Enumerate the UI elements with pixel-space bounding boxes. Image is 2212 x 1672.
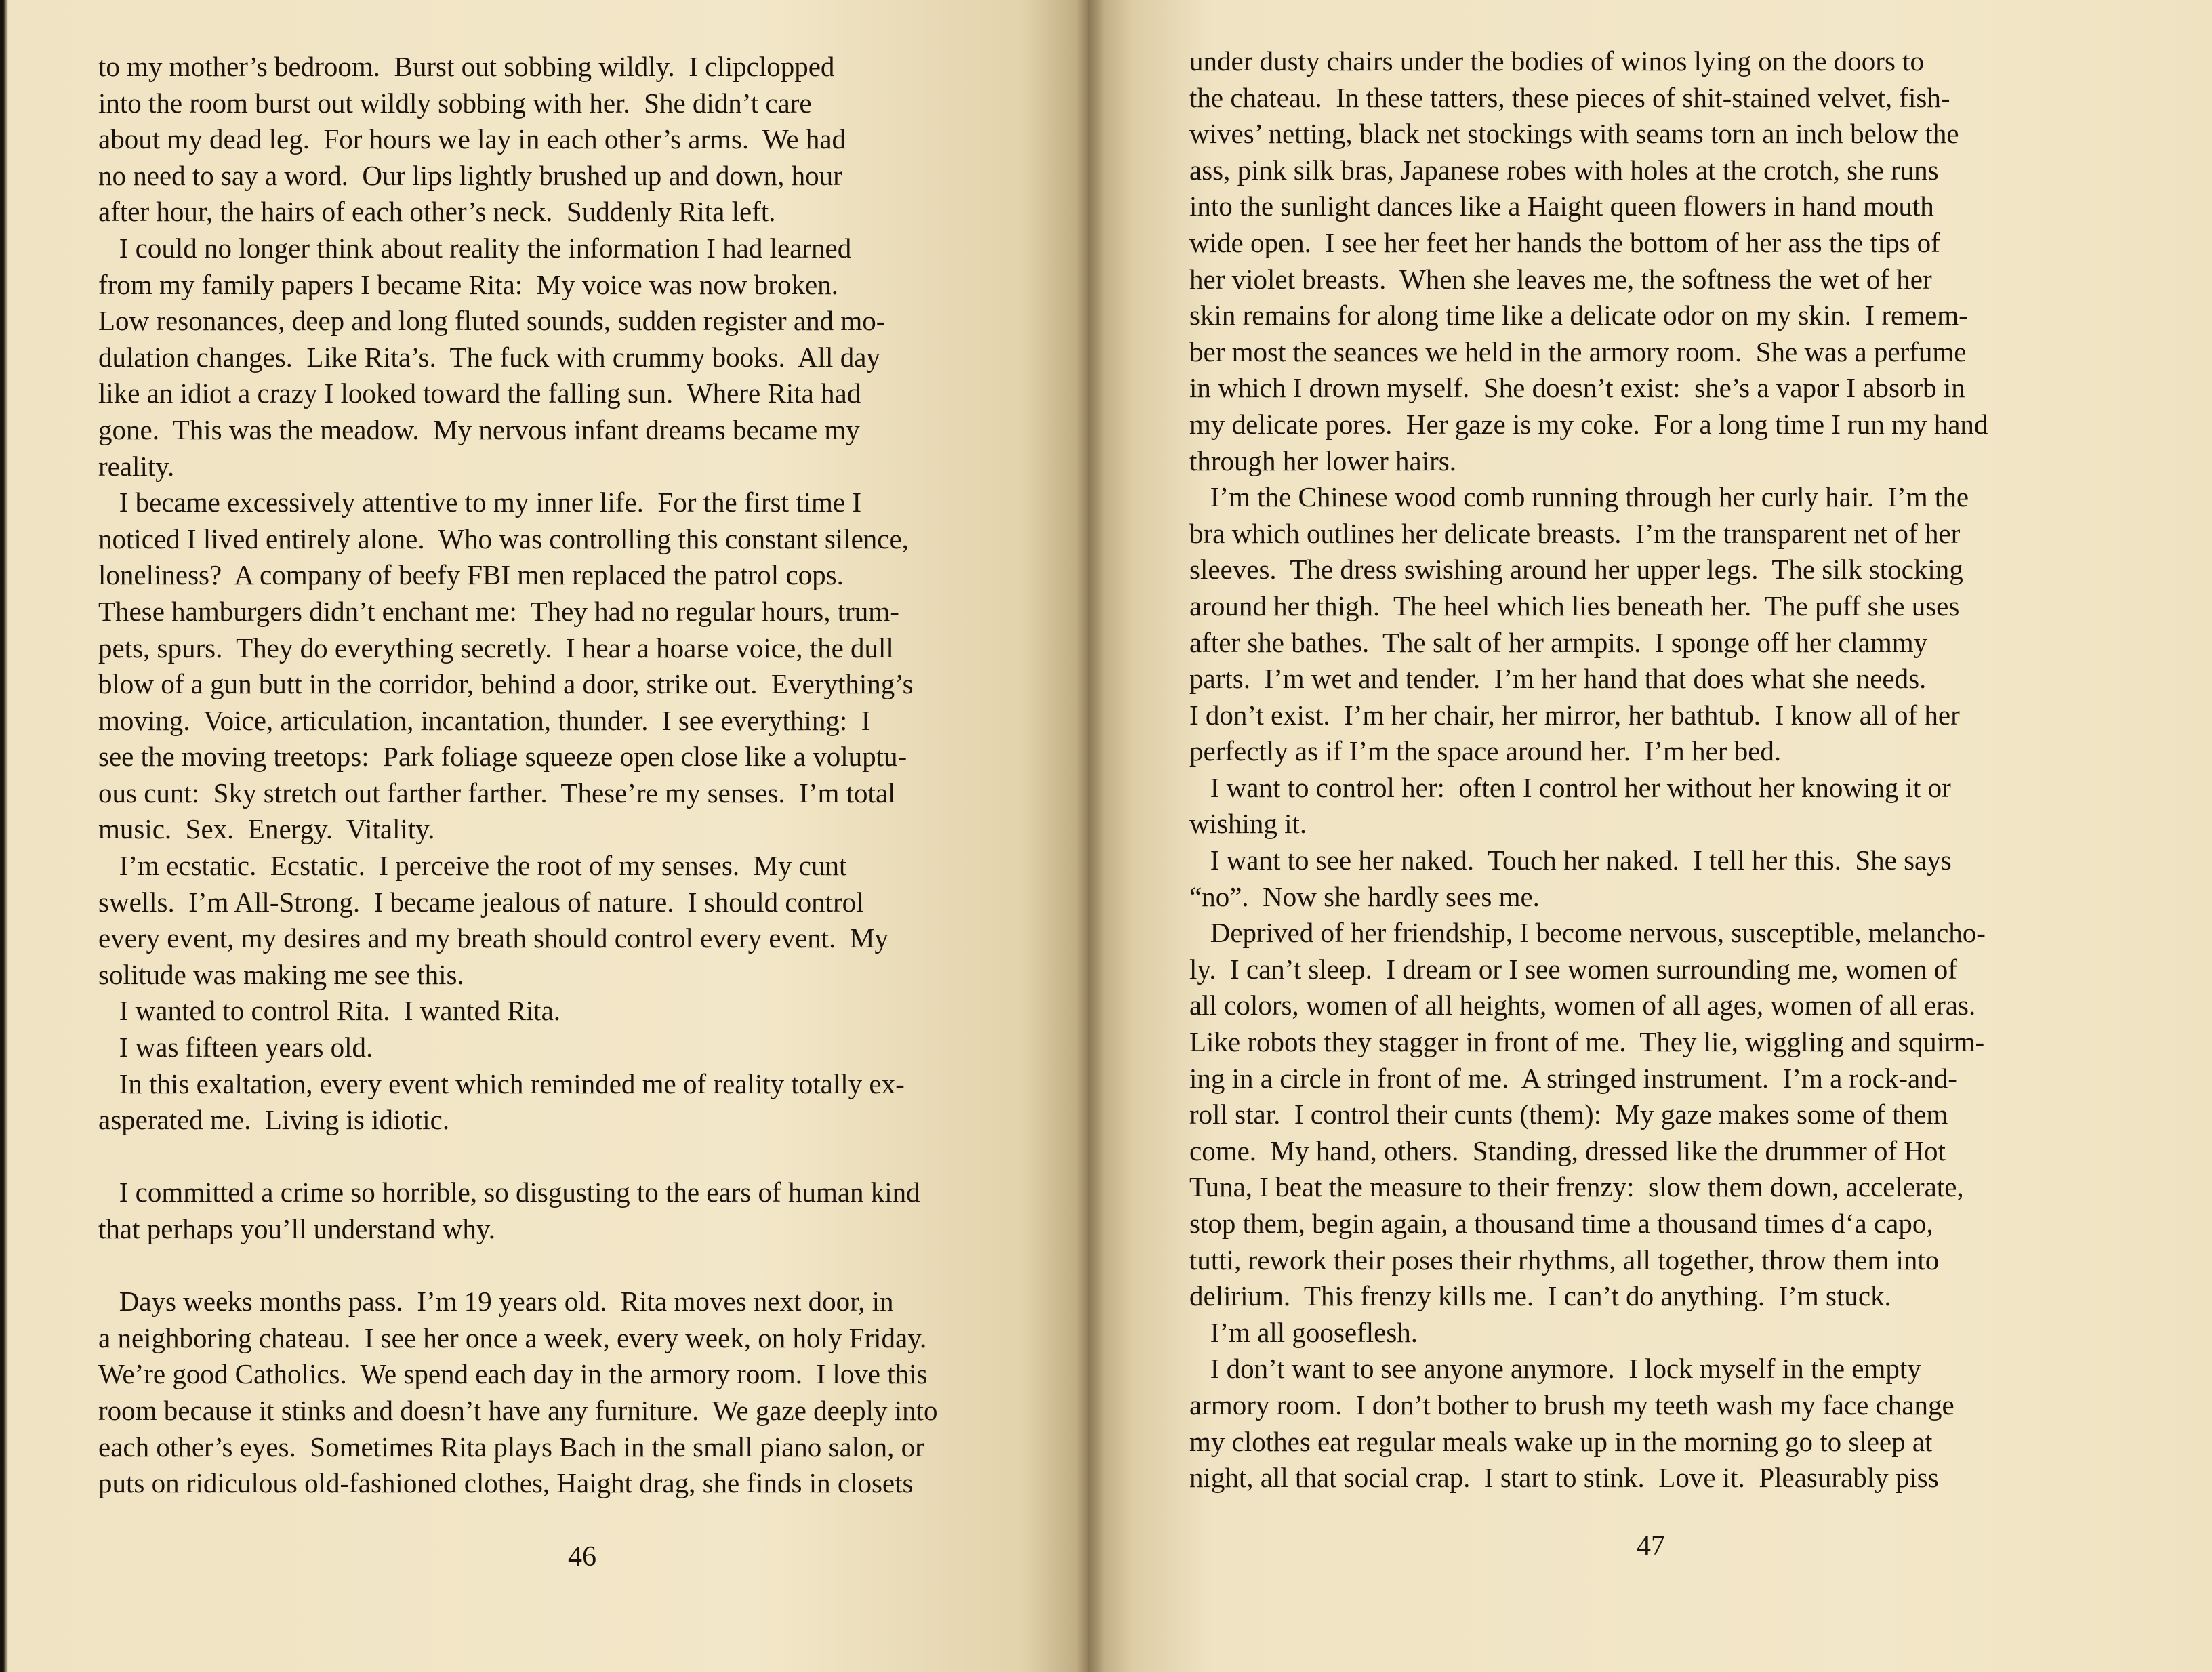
text-line: about my dead leg. For hours we lay in each other’s arms. We had bbox=[98, 123, 846, 155]
text-line: stop them, begin again, a thousand time a thousand times d‘a capo, bbox=[1189, 1208, 1933, 1239]
left-page bbox=[0, 0, 1088, 1672]
text-line: bra which outlines her delicate breasts. I’m the transparent net of her bbox=[1189, 517, 1961, 549]
text-line: come. My hand, others. Standing, dressed like the drummer of Hot bbox=[1189, 1135, 1946, 1166]
text-line: every event, my desires and my breath should control every event. My bbox=[98, 922, 888, 954]
text-line: asperated me. Living is idiotic. bbox=[98, 1104, 450, 1136]
text-line: her violet breasts. When she leaves me, the softness the wet of her bbox=[1189, 263, 1932, 295]
text-line: ly. I can’t sleep. I dream or I see women surrounding me, women of bbox=[1189, 953, 1957, 985]
text-line: I committed a crime so horrible, so disgusting to the ears of human kind bbox=[98, 1177, 920, 1208]
text-line: parts. I’m wet and tender. I’m her hand that does what she needs. bbox=[1189, 663, 1927, 695]
text-line: skin remains for along time like a delicate odor on my skin. I remem- bbox=[1189, 300, 1968, 331]
right-page bbox=[1088, 0, 2212, 1672]
text-line: I want to see her naked. Touch her naked. I tell her this. She says bbox=[1189, 844, 1952, 876]
text-line: ing in a circle in front of me. A stringed instrument. I’m a rock-and- bbox=[1189, 1062, 1957, 1094]
text-line: under dusty chairs under the bodies of winos lying on the doors to bbox=[1189, 45, 1925, 77]
text-line: sleeves. The dress swishing around her upper legs. The silk stocking bbox=[1189, 554, 1963, 586]
text-line: Tuna, I beat the measure to their frenzy: slow them down, accelerate, bbox=[1189, 1171, 1964, 1203]
text-line: dulation changes. Like Rita’s. The fuck with crummy books. All day bbox=[98, 341, 880, 373]
text-line: perfectly as if I’m the space around her. I’m her bed. bbox=[1189, 735, 1782, 767]
text-line: I’m the Chinese wood comb running through her curly hair. I’m the bbox=[1189, 481, 1969, 513]
text-line: These hamburgers didn’t enchant me: They had no regular hours, trum- bbox=[98, 595, 899, 627]
text-line: I want to control her: often I control her without her knowing it or bbox=[1189, 771, 1951, 803]
text-line: I’m ecstatic. Ecstatic. I perceive the root of my senses. My cunt bbox=[98, 850, 847, 882]
text-line: In this exaltation, every event which reminded me of reality totally ex- bbox=[98, 1067, 905, 1099]
text-line: noticed I lived entirely alone. Who was controlling this constant silence, bbox=[98, 523, 909, 554]
text-line: see the moving treetops: Park foliage squeeze open close like a voluptu- bbox=[98, 741, 907, 773]
text-line: Like robots they stagger in front of me. They lie, wiggling and squirm- bbox=[1189, 1026, 1985, 1058]
text-line: puts on ridiculous old-fashioned clothes, Haight drag, she finds in closets bbox=[98, 1467, 914, 1499]
text-line: ass, pink silk bras, Japanese robes with holes at the crotch, she runs bbox=[1189, 154, 1939, 186]
text-line: solitude was making me see this. bbox=[98, 958, 464, 990]
text-line: Deprived of her friendship, I become nervous, susceptible, melancho- bbox=[1189, 917, 1986, 949]
text-line: through her lower hairs. bbox=[1189, 445, 1456, 476]
left-page-number: 46 bbox=[568, 1541, 596, 1572]
text-line: roll star. I control their cunts (them): My gaze makes some of them bbox=[1189, 1099, 1948, 1130]
text-line: music. Sex. Energy. Vitality. bbox=[98, 813, 435, 845]
text-line: my delicate pores. Her gaze is my coke. For a long time I run my hand bbox=[1189, 408, 1988, 440]
text-line: reality. bbox=[98, 450, 175, 482]
text-line: I don’t want to see anyone anymore. I lock myself in the empty bbox=[1189, 1353, 1921, 1385]
text-line: gone. This was the meadow. My nervous infant dreams became my bbox=[98, 413, 860, 445]
text-line: around her thigh. The heel which lies beneath her. The puff she uses bbox=[1189, 590, 1960, 621]
right-page-number: 47 bbox=[1637, 1530, 1665, 1562]
text-line: wide open. I see her feet her hands the bottom of her ass the tips of bbox=[1189, 226, 1940, 258]
text-line: I could no longer think about reality the information I had learned bbox=[98, 232, 852, 264]
text-line: Days weeks months pass. I’m 19 years old. Rita moves next door, in bbox=[98, 1286, 894, 1318]
text-line bbox=[98, 1248, 938, 1284]
text-line: We’re good Catholics. We spend each day in the armory room. I love this bbox=[98, 1358, 928, 1390]
text-line: all colors, women of all heights, women of all ages, women of all eras. bbox=[1189, 990, 1976, 1021]
text-line: loneliness? A company of beefy FBI men replaced the patrol cops. bbox=[98, 559, 844, 591]
text-line: delirium. This frenzy kills me. I can’t do anything. I’m stuck. bbox=[1189, 1280, 1891, 1312]
text-line bbox=[98, 1139, 938, 1175]
book-gutter bbox=[1076, 0, 1105, 1672]
text-line: armory room. I don’t bother to brush my teeth wash my face change bbox=[1189, 1389, 1954, 1421]
text-line: I became excessively attentive to my inner life. For the first time I bbox=[98, 487, 861, 518]
text-line: into the room burst out wildly sobbing with her. She didn’t care bbox=[98, 87, 812, 119]
text-line: blow of a gun butt in the corridor, behind a door, strike out. Everything’s bbox=[98, 668, 914, 700]
text-line: in which I drown myself. She doesn’t exist: she’s a vapor I absorb in bbox=[1189, 372, 1965, 404]
text-line: night, all that social crap. I start to stink. Love it. Pleasurably piss bbox=[1189, 1462, 1939, 1494]
text-line: a neighboring chateau. I see her once a week, every week, on holy Friday. bbox=[98, 1322, 927, 1353]
text-line: wives’ netting, black net stockings with seams torn an inch below the bbox=[1189, 118, 1959, 150]
text-line: ber most the seances we held in the armory room. She was a perfume bbox=[1189, 335, 1967, 367]
text-line: I was fifteen years old. bbox=[98, 1032, 373, 1063]
text-line: I wanted to control Rita. I wanted Rita. bbox=[98, 995, 561, 1027]
right-page-text bbox=[1189, 43, 1988, 1496]
text-line: into the sunlight dances like a Haight queen flowers in hand mouth bbox=[1189, 190, 1934, 222]
text-line: Low resonances, deep and long fluted sounds, sudden register and mo- bbox=[98, 305, 886, 337]
text-line: to my mother’s bedroom. Burst out sobbing wildly. I clipclopped bbox=[98, 51, 835, 82]
text-line: swells. I’m All-Strong. I became jealous of nature. I should control bbox=[98, 886, 864, 918]
text-line: wishing it. bbox=[1189, 808, 1307, 840]
text-line: no need to say a word. Our lips lightly brushed up and down, hour bbox=[98, 159, 842, 191]
text-line: “no”. Now she hardly sees me. bbox=[1189, 880, 1540, 912]
text-line: after hour, the hairs of each other’s neck. Suddenly Rita left. bbox=[98, 196, 776, 228]
text-line: I don’t exist. I’m her chair, her mirror, her bathtub. I know all of her bbox=[1189, 699, 1960, 731]
text-line: that perhaps you’ll understand why. bbox=[98, 1213, 496, 1244]
text-line: moving. Voice, articulation, incantation, thunder. I see everything: I bbox=[98, 704, 871, 736]
text-line: I’m all gooseflesh. bbox=[1189, 1316, 1418, 1348]
text-line: ous cunt: Sky stretch out farther farther. These’re my senses. I’m total bbox=[98, 777, 896, 809]
text-line: like an idiot a crazy I looked toward the falling sun. Where Rita had bbox=[98, 378, 861, 409]
text-line: my clothes eat regular meals wake up in the morning go to sleep at bbox=[1189, 1425, 1933, 1457]
text-line: from my family papers I became Rita: My voice was now broken. bbox=[98, 268, 838, 300]
text-line: pets, spurs. They do everything secretly. I hear a hoarse voice, the dull bbox=[98, 632, 894, 664]
text-line: tutti, rework their poses their rhythms, all together, throw them into bbox=[1189, 1244, 1940, 1276]
text-line: after she bathes. The salt of her armpits. I sponge off her clammy bbox=[1189, 626, 1928, 658]
text-line: the chateau. In these tatters, these pieces of shit-stained velvet, fish- bbox=[1189, 81, 1950, 113]
text-line: room because it stinks and doesn’t have any furniture. We gaze deeply into bbox=[98, 1394, 938, 1426]
text-line: each other’s eyes. Sometimes Rita plays Bach in the small piano salon, or bbox=[98, 1431, 924, 1463]
left-page-text bbox=[98, 49, 938, 1502]
